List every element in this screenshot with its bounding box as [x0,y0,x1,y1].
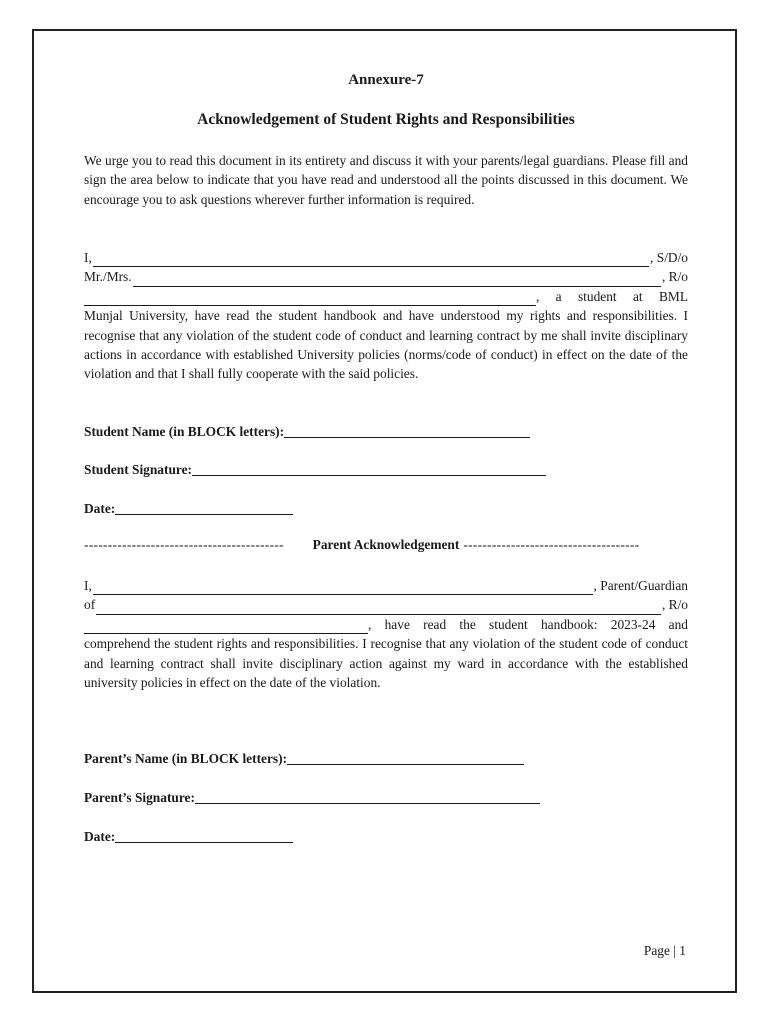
annexure-label: Annexure-7 [348,72,424,88]
parent-name-field [84,750,524,767]
page-title: Acknowledgement of Student Rights and Responsibilities [197,111,575,128]
parent-signature-field [84,789,540,806]
intro-paragraph: We urge you to read this document in its entirety and discuss it with your parents/legal guardians. Please fill and sign the area below to indicate that you have read and understood all the points discussed in this document. We encourage you to ask questions wherever further information is required. [84,153,688,207]
student-date-input[interactable] [115,500,293,515]
divider-dashes-left: ------------------------------------------ [84,537,284,552]
student-date-label: Date: [84,501,116,516]
parent-section-heading: Parent Acknowledgement [312,537,460,552]
parent-decl-ro: , R/o [661,597,688,613]
parent-name-blank[interactable] [133,273,661,287]
ward-name-line [84,595,688,614]
parent-section-divider [84,537,688,553]
declaration-body: Munjal University, have read the student handbook and have understood my rights and responsibilities. I recognise that any violation of the student code of conduct and learning contract by me shall invite disciplinary actions in accordance with established University policies (norms/code of conduct) in effect on the date of the violation and that I shall fully cooperate with the said policies. [84,308,688,382]
student-signature-label: Student Signature: [84,462,193,477]
declaration-student-at: , a student at BML [536,288,688,304]
parent-name-input[interactable] [287,750,524,765]
declaration-sdo: , S/D/o [650,250,688,265]
parent-declaration-body: comprehend the student rights and responsibilities. I recognise that any violation of the student code of conduct and learning contract shall invite disciplinary action against my ward in accordance with the established university policies in effect on the date of the violation. [84,636,688,691]
parent-declaration [84,576,688,692]
declaration-mrmrs: Mr./Mrs. [84,269,132,285]
parent-signature-input[interactable] [195,789,540,804]
guardian-name-blank[interactable] [93,581,593,595]
parent-residence-line [84,615,688,634]
parent-date-input[interactable] [115,828,293,843]
parent-date-label: Date: [84,829,116,844]
student-name-line [84,248,688,267]
page-number: Page | 1 [643,943,686,958]
student-name-blank[interactable] [93,253,649,267]
declaration-i: I, [84,250,92,265]
parent-date-field [84,828,293,845]
student-name-field [84,423,530,440]
student-signature-field [84,461,546,478]
parent-name-label: Parent’s Name (in BLOCK letters): [84,751,288,766]
parent-decl-handbook: , have read the student handbook: 2023-24 and [368,616,688,632]
student-name-input[interactable] [284,423,530,438]
parent-signature-label: Parent’s Signature: [84,790,195,805]
divider-dashes-right: ------------------------------------- [463,537,640,552]
student-signature-input[interactable] [192,461,546,476]
student-declaration [84,248,688,384]
ward-name-blank[interactable] [96,601,661,615]
residence-blank[interactable] [84,292,536,306]
guardian-name-line [84,576,688,595]
parent-residence-blank[interactable] [84,620,368,634]
parent-decl-of: of [84,597,96,613]
student-date-field [84,500,293,517]
student-name-label: Student Name (in BLOCK letters): [84,424,285,439]
declaration-ro: , R/o [661,269,688,285]
parent-decl-i: I, [84,578,92,593]
parent-name-line [84,267,688,286]
parent-decl-guardian: , Parent/Guardian [593,578,688,593]
residence-line [84,287,688,306]
